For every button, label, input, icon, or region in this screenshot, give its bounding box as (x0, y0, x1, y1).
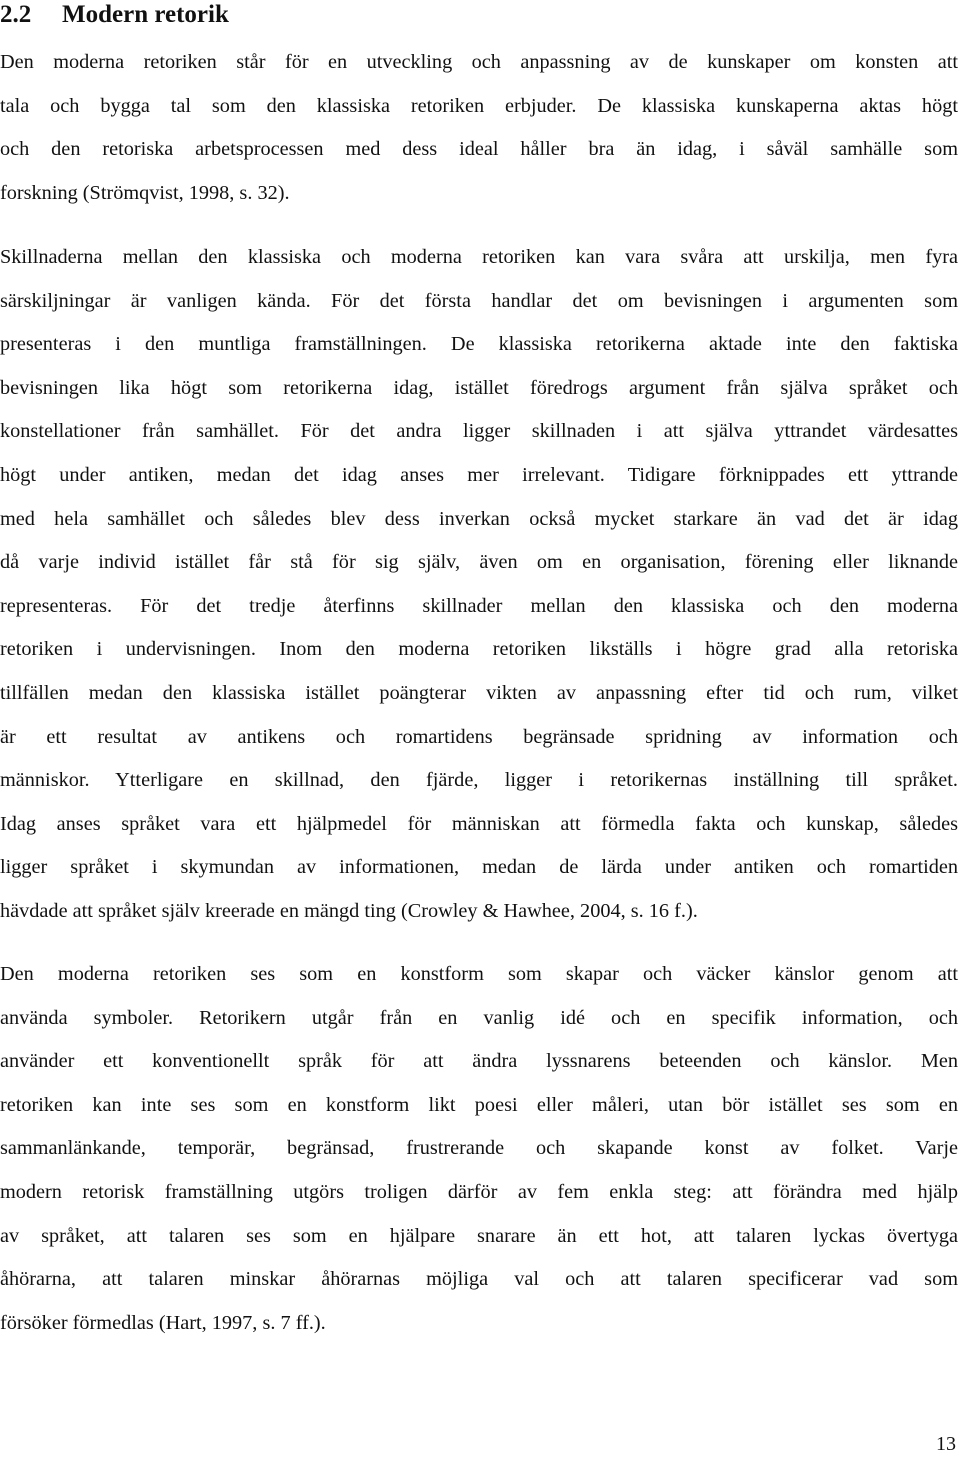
paragraph-line: då varje individ istället får stå för sig själv, även om en organisation, förening eller liknande (0, 551, 958, 574)
paragraph-3 (0, 953, 958, 1345)
paragraph-line: använda symboler. Retorikern utgår från en vanlig idé och en specifik information, och (0, 1006, 958, 1029)
paragraph-line: retoriken kan inte ses som en konstform likt poesi eller måleri, utan bör istället ses som en (0, 1093, 958, 1116)
section-title: Modern retorik (62, 1, 229, 28)
paragraph-line: särskiljningar är vanligen kända. För det första handlar det om bevisningen i argumenten som (0, 289, 958, 312)
paragraph-line: Skillnaderna mellan den klassiska och moderna retoriken kan vara svåra att urskilja, men fyra (0, 246, 958, 268)
paragraph-line: bevisningen lika högt som retorikerna idag, istället föredrogs argument från själva språket och (0, 376, 958, 399)
paragraph-line: med hela samhället och således blev dess inverkan också mycket starkare än vad det är idag (0, 507, 958, 530)
paragraph-line: Den moderna retoriken står för en utveckling och anpassning av de kunskaper om konsten att (0, 51, 958, 73)
paragraph-line: ligger språket i skymundan av informationen, medan de lärda under antiken och romartiden (0, 856, 958, 879)
paragraph-line: hävdade att språket själv kreerade en mängd ting (Crowley & Hawhee, 2004, s. 16 f.). (0, 899, 698, 922)
paragraph-line: forskning (Strömqvist, 1998, s. 32). (0, 181, 290, 204)
paragraph-line: Idag anses språket vara ett hjälpmedel för människan att förmedla fakta och kunskap, således (0, 812, 958, 835)
paragraph-line: använder ett konventionellt språk för att ändra lyssnarens beteenden och känslor. Men (0, 1050, 958, 1073)
section-number: 2.2 (0, 1, 32, 28)
paragraph-line: konstellationer från samhället. För det andra ligger skillnaden i att själva yttrandet värdesattes (0, 420, 958, 443)
paragraph-line: sammanlänkande, temporär, begränsad, frustrerande och skapande konst av folket. Varje (0, 1137, 958, 1160)
paragraph-line: åhörarna, att talaren minskar åhörarnas möjliga val och att talaren specificerar vad som (0, 1268, 958, 1291)
page-number: 13 (936, 1433, 956, 1455)
paragraph-1 (0, 41, 958, 215)
paragraph-line: representeras. För det tredje återfinns skillnader mellan den klassiska och den moderna (0, 594, 958, 617)
paragraph-line: presenteras i den muntliga framställningen. De klassiska retorikerna aktade inte den faktiska (0, 333, 958, 356)
paragraph-line: tillfällen medan den klassiska istället poängterar vikten av anpassning efter tid och rum, vilket (0, 681, 958, 704)
paragraph-line: och den retoriska arbetsprocessen med dess ideal håller bra än idag, i såväl samhälle som (0, 138, 958, 161)
paragraph-line: tala och bygga tal som den klassiska retoriken erbjuder. De klassiska kunskaperna aktas högt (0, 94, 958, 117)
paragraph-line: Den moderna retoriken ses som en konstform som skapar och väcker känslor genom att (0, 963, 958, 985)
paragraph-line: modern retorisk framställning utgörs troligen därför av fem enkla steg: att förändra med hjälp (0, 1180, 958, 1203)
paragraph-line: av språket, att talaren ses som en hjälpare snarare än ett hot, att talaren lyckas övertyga (0, 1224, 958, 1247)
section-heading (0, 0, 960, 34)
paragraph-line: försöker förmedlas (Hart, 1997, s. 7 ff.). (0, 1311, 326, 1334)
paragraph-2 (0, 236, 958, 934)
paragraph-line: är ett resultat av antikens och romartidens begränsade spridning av information och (0, 725, 958, 748)
paragraph-line: retoriken i undervisningen. Inom den moderna retoriken likställs i högre grad alla retoriska (0, 638, 958, 661)
paragraph-line: människor. Ytterligare en skillnad, den fjärde, ligger i retorikernas inställning till språket. (0, 769, 958, 792)
paragraph-line: högt under antiken, medan det idag anses mer irrelevant. Tidigare förknippades ett yttrande (0, 463, 958, 486)
